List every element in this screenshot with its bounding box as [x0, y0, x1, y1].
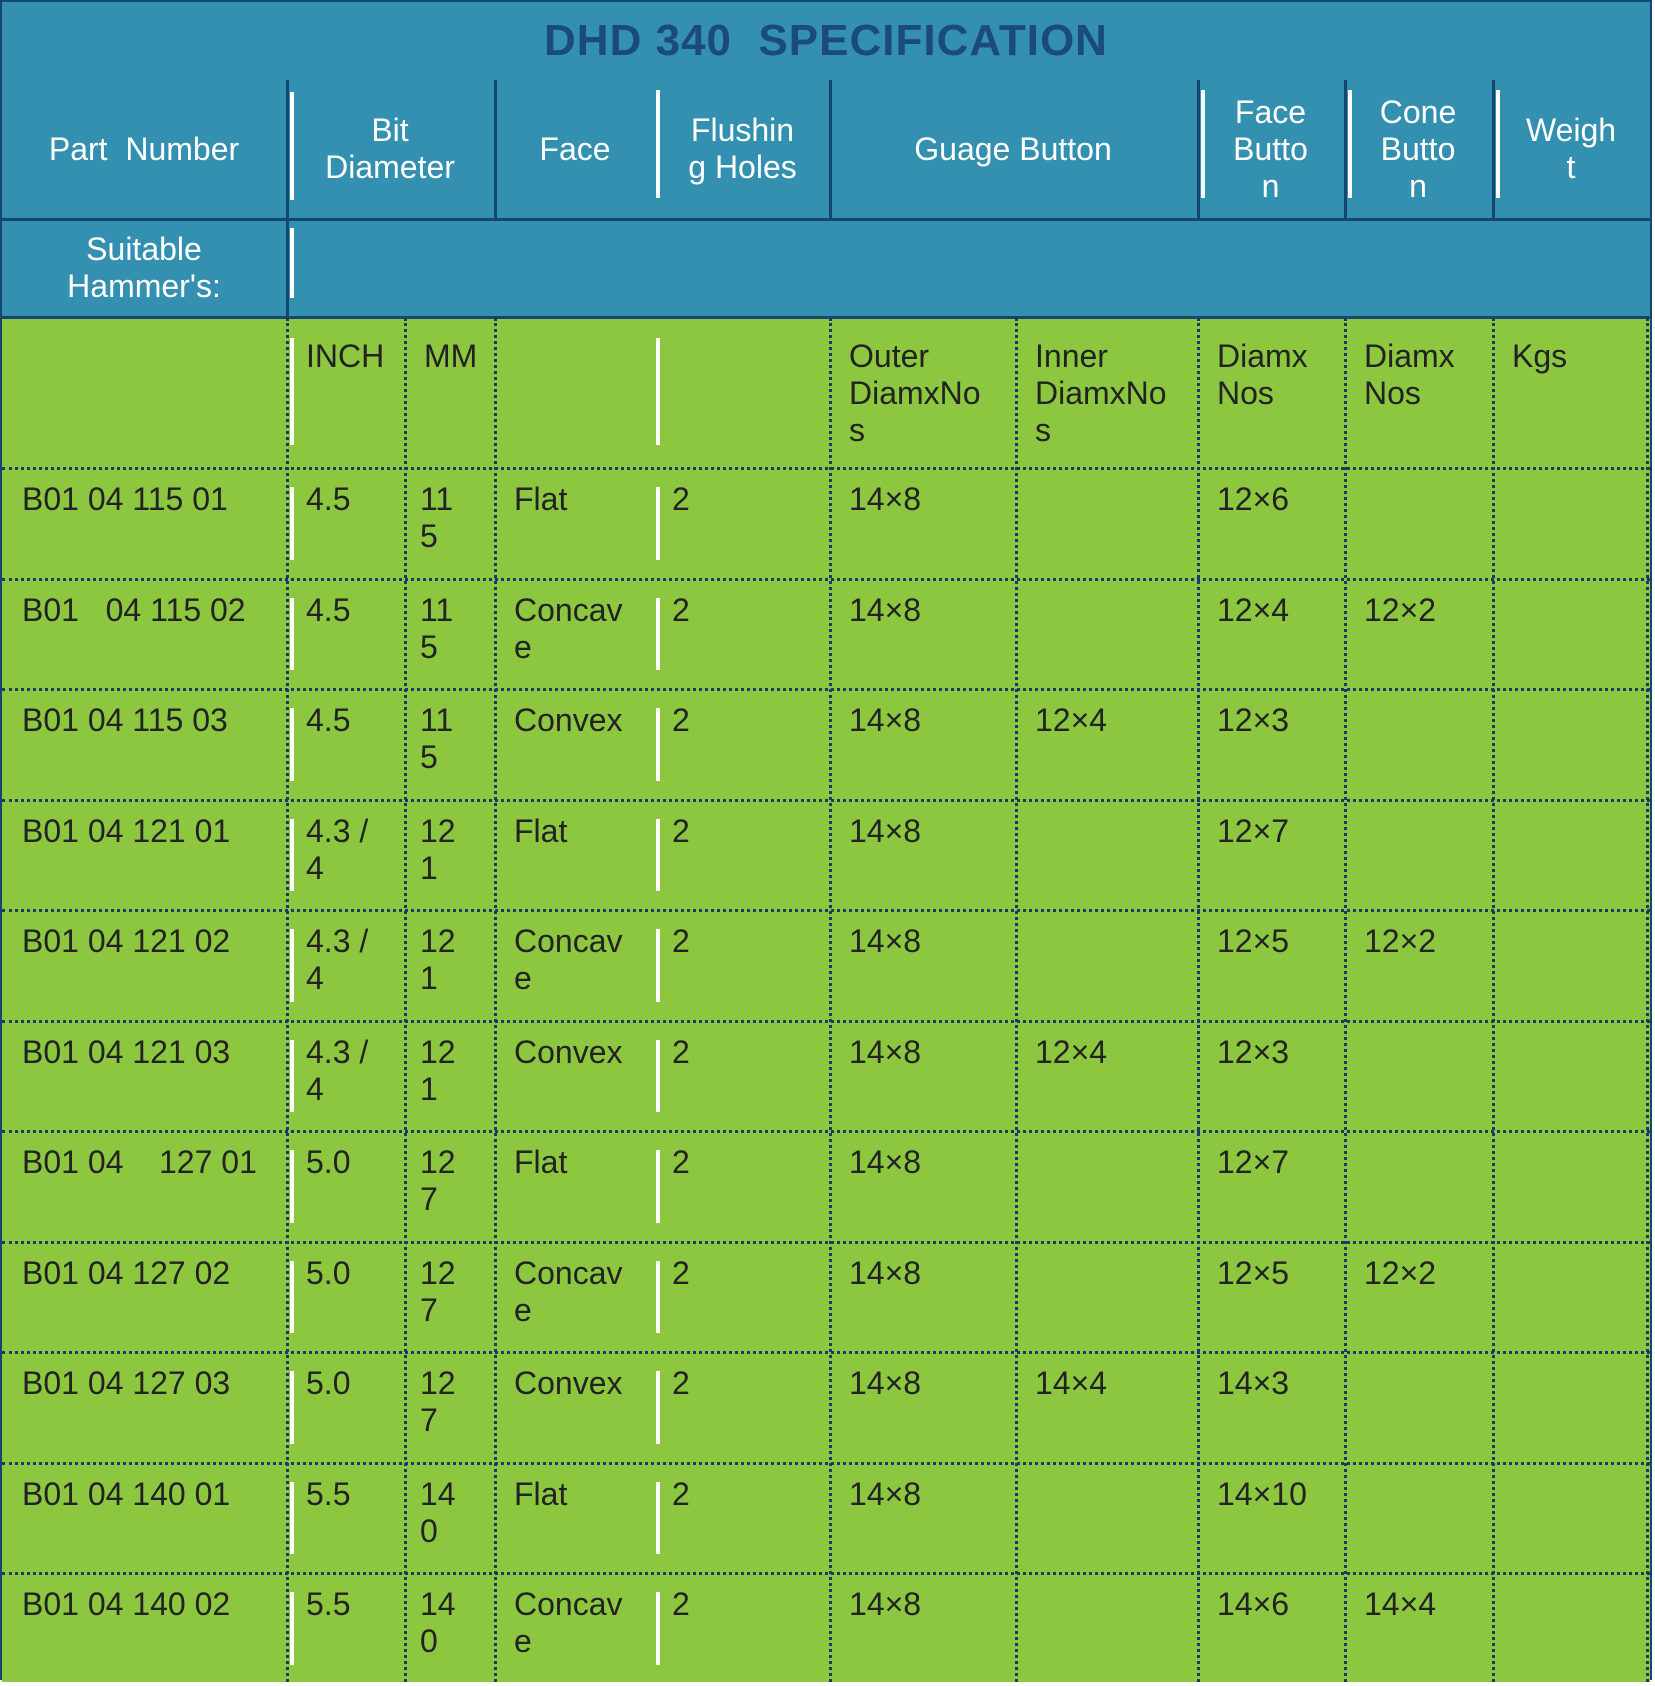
cell-divider-mark [1496, 90, 1500, 198]
cell-face-button: 12×5 [1217, 923, 1290, 959]
cell-part-number: B01 04 127 02 [22, 1254, 231, 1291]
grid-line [2, 1130, 1650, 1133]
grid-line [2, 1351, 1650, 1354]
grid-line [2, 578, 1650, 581]
cell-outer: 14×8 [849, 702, 922, 738]
header-part-number-label: Part Number [48, 130, 240, 167]
cell-flushing-holes: 2 [672, 1475, 690, 1512]
header-face-button-label: Face Butto n [1233, 93, 1308, 204]
cell-outer: 14×8 [849, 812, 922, 849]
cell-inch: 5.0 [306, 1254, 351, 1291]
cell-divider-mark [656, 1592, 660, 1665]
cell-face: Flat [514, 1475, 568, 1512]
cell-cone-button: 12×2 [1364, 591, 1437, 628]
cell-cone-button [1364, 1476, 1504, 1571]
header-guage-button-label: Guage Button [914, 130, 1112, 167]
cell-part-number: B01 04 140 01 [22, 1475, 231, 1512]
cell-divider-mark [290, 819, 294, 892]
cell-inch: 4.3 / 4 [306, 923, 369, 996]
cell-divider-mark [656, 708, 660, 781]
cell-face: Concav e [514, 1254, 623, 1328]
cell-part-number: B01 04 121 01 [22, 812, 231, 849]
grid-line [1197, 80, 1200, 218]
cell-face: Flat [514, 1144, 568, 1180]
grid-line [286, 318, 289, 1682]
cell-outer: 14×8 [849, 1254, 922, 1291]
cell-face: Convex [514, 1033, 623, 1070]
grid-line [1646, 318, 1649, 1682]
cell-part-number: B01 04 140 02 [22, 1586, 231, 1622]
sub-cone-diam: Diamx Nos [1364, 338, 1455, 411]
grid-line [1015, 318, 1018, 1682]
header-weight [1492, 80, 1650, 218]
header-cone-button-label: Cone Butto n [1379, 93, 1457, 204]
cell-inch: 5.0 [306, 1365, 351, 1401]
title-bar [2, 2, 1650, 83]
cell-divider-mark [656, 487, 660, 560]
grid-line [829, 80, 832, 218]
cell-inner [1035, 1476, 1205, 1571]
cell-weight [1512, 1034, 1652, 1129]
header-suitable-hammers [2, 218, 286, 318]
cell-face-button: 12×3 [1217, 1033, 1290, 1070]
cell-mm: 12 7 [420, 1144, 456, 1217]
cell-cone-button [1364, 702, 1504, 797]
cell-divider-mark [656, 338, 660, 445]
cell-part-number: B01 04 121 02 [22, 923, 231, 959]
header-guage-button [829, 80, 1197, 218]
grid-line [404, 318, 407, 1682]
cell-face: Convex [514, 702, 623, 738]
cell-inner [1035, 1586, 1205, 1681]
cell-flushing-holes: 2 [672, 1586, 690, 1622]
cell-inner: 14×4 [1035, 1365, 1108, 1401]
cell-part-number: B01 04 115 02 [22, 591, 246, 628]
cell-inch: 4.5 [306, 481, 351, 517]
cell-inner [1035, 1255, 1205, 1350]
grid-line [2, 1572, 1650, 1575]
cell-mm: 12 1 [420, 812, 456, 886]
cell-divider-mark [656, 929, 660, 1002]
cell-outer: 14×8 [849, 591, 922, 628]
cell-divider-mark [656, 1371, 660, 1444]
cell-divider-mark [290, 1040, 294, 1113]
grid-line [1197, 318, 1200, 1682]
cell-flushing-holes: 2 [672, 702, 690, 738]
cell-face: Flat [514, 812, 568, 849]
cell-part-number: B01 04 115 03 [22, 702, 228, 738]
sub-outer: Outer DiamxNo s [849, 338, 981, 448]
cell-inner [1035, 592, 1205, 687]
cell-divider-mark [656, 819, 660, 892]
cell-weight [1512, 592, 1652, 687]
cell-face: Concav e [514, 1586, 623, 1659]
cell-face-button: 12×3 [1217, 702, 1290, 738]
sub-inch: INCH [306, 338, 385, 374]
grid-line [494, 318, 497, 1682]
cell-flushing-holes: 2 [672, 923, 690, 959]
cell-divider-mark [656, 1040, 660, 1113]
cell-inch: 4.3 / 4 [306, 1033, 369, 1107]
cell-cone-button [1364, 813, 1504, 908]
cell-weight [1512, 481, 1652, 576]
cell-inner: 12×4 [1035, 1033, 1108, 1070]
cell-divider-mark [290, 228, 294, 298]
cell-weight [1512, 702, 1652, 797]
cell-divider-mark [1348, 90, 1352, 198]
header-face-button [1197, 80, 1344, 218]
grid-line [1344, 318, 1347, 1682]
cell-divider-mark [656, 1482, 660, 1555]
cell-outer: 14×8 [849, 923, 922, 959]
cell-divider-mark [1201, 90, 1205, 198]
cell-weight [1512, 1586, 1652, 1681]
cell-mm: 14 0 [420, 1586, 456, 1659]
grid-line [2, 799, 1650, 802]
cell-flushing-holes: 2 [672, 1254, 690, 1291]
sub-kgs: Kgs [1512, 338, 1568, 374]
cell-weight [1512, 1255, 1652, 1350]
cell-mm: 12 7 [420, 1254, 456, 1328]
cell-face-button: 12×5 [1217, 1254, 1290, 1291]
cell-face-button: 12×7 [1217, 1144, 1290, 1180]
cell-flushing-holes: 2 [672, 1365, 690, 1401]
cell-mm: 12 1 [420, 923, 456, 996]
cell-weight [1512, 1365, 1652, 1460]
header-weight-label: Weigh t [1525, 112, 1617, 185]
header-bit-diameter-label: Bit Diameter [325, 112, 455, 185]
cell-outer: 14×8 [849, 1365, 922, 1401]
header-cone-button [1344, 80, 1492, 218]
cell-inner [1035, 1144, 1205, 1239]
cell-outer: 14×8 [849, 1475, 922, 1512]
grid-line [1492, 80, 1495, 218]
header-part-number [2, 80, 286, 218]
grid-line [1344, 80, 1347, 218]
cell-face: Concav e [514, 923, 623, 996]
cell-divider-mark [290, 487, 294, 560]
cell-divider-mark [290, 1482, 294, 1555]
cell-face-button: 12×4 [1217, 591, 1290, 628]
grid-line [2, 316, 1650, 319]
cell-cone-button: 12×2 [1364, 923, 1437, 959]
cell-flushing-holes: 2 [672, 481, 690, 517]
cell-face: Flat [514, 481, 568, 517]
header-bit-diameter [286, 80, 494, 218]
cell-flushing-holes: 2 [672, 812, 690, 849]
cell-cone-button [1364, 481, 1504, 576]
cell-divider-mark [656, 1150, 660, 1223]
cell-inch: 4.3 / 4 [306, 812, 369, 886]
grid-line [1492, 318, 1495, 1682]
cell-cone-button: 12×2 [1364, 1254, 1437, 1291]
cell-divider-mark [290, 338, 294, 445]
cell-divider-mark [290, 1592, 294, 1665]
cell-weight [1512, 1476, 1652, 1571]
cell-mm: 11 5 [420, 702, 454, 775]
grid-line [494, 80, 497, 218]
cell-face-button: 14×6 [1217, 1586, 1290, 1622]
cell-flushing-holes: 2 [672, 1144, 690, 1180]
cell-face-button: 12×6 [1217, 481, 1290, 517]
cell-divider-mark [656, 1261, 660, 1334]
header-face [494, 80, 656, 218]
cell-outer: 14×8 [849, 1033, 922, 1070]
cell-divider-mark [656, 598, 660, 671]
cell-part-number: B01 04 127 01 [22, 1144, 257, 1180]
cell-face-button: 12×7 [1217, 812, 1290, 849]
grid-line [286, 80, 289, 318]
grid-line [829, 318, 832, 1682]
cell-flushing-holes: 2 [672, 591, 690, 628]
grid-line [2, 218, 1650, 221]
cell-cone-button [1364, 1144, 1504, 1239]
cell-inch: 5.5 [306, 1475, 351, 1512]
sub-inner: Inner DiamxNo s [1035, 338, 1167, 448]
cell-inner [1035, 813, 1205, 908]
cell-inner [1035, 923, 1205, 1018]
header-face-label: Face [539, 130, 611, 167]
sub-face-diam: Diamx Nos [1217, 338, 1308, 411]
cell-cone-button [1364, 1365, 1504, 1460]
cell-inch: 5.5 [306, 1586, 351, 1622]
header-flushing-holes [656, 80, 829, 218]
header-suitable-hammers-label: Suitable Hammer's: [67, 231, 221, 304]
sub-mm: MM [424, 338, 478, 374]
cell-weight [1512, 1144, 1652, 1239]
grid-line [2, 909, 1650, 912]
cell-inch: 5.0 [306, 1144, 351, 1180]
grid-line [2, 467, 1650, 470]
cell-inch: 4.5 [306, 702, 351, 738]
cell-divider-mark [290, 708, 294, 781]
cell-inch: 4.5 [306, 591, 351, 628]
cell-mm: 11 5 [420, 591, 454, 665]
cell-outer: 14×8 [849, 481, 922, 517]
grid-line [2, 688, 1650, 691]
cell-divider-mark [290, 1371, 294, 1444]
cell-part-number: B01 04 121 03 [22, 1033, 231, 1070]
cell-divider-mark [290, 1261, 294, 1334]
header-flushing-holes-label: Flushin g Holes [688, 112, 797, 185]
cell-cone-button: 14×4 [1364, 1586, 1437, 1622]
cell-face-button: 14×3 [1217, 1365, 1290, 1401]
cell-face: Concav e [514, 591, 623, 665]
grid-line [2, 1020, 1650, 1023]
cell-part-number: B01 04 127 03 [22, 1365, 231, 1401]
cell-weight [1512, 923, 1652, 1018]
cell-mm: 14 0 [420, 1475, 456, 1549]
cell-weight [1512, 813, 1652, 908]
grid-line [2, 1241, 1650, 1244]
cell-inner [1035, 481, 1205, 576]
cell-inner: 12×4 [1035, 702, 1108, 738]
table-title: DHD 340 SPECIFICATION [544, 16, 1108, 65]
cell-face-button: 14×10 [1217, 1475, 1307, 1512]
cell-flushing-holes: 2 [672, 1033, 690, 1070]
cell-mm: 12 7 [420, 1365, 456, 1438]
cell-outer: 14×8 [849, 1586, 922, 1622]
cell-outer: 14×8 [849, 1144, 922, 1180]
cell-divider-mark [290, 598, 294, 671]
cell-part-number: B01 04 115 01 [22, 481, 228, 517]
cell-divider-mark [656, 90, 660, 198]
cell-divider-mark [290, 92, 294, 200]
cell-face: Convex [514, 1365, 623, 1401]
cell-cone-button [1364, 1034, 1504, 1129]
grid-line [2, 1462, 1650, 1465]
cell-divider-mark [290, 929, 294, 1002]
cell-mm: 12 1 [420, 1033, 456, 1107]
cell-mm: 11 5 [420, 481, 454, 554]
cell-divider-mark [290, 1150, 294, 1223]
